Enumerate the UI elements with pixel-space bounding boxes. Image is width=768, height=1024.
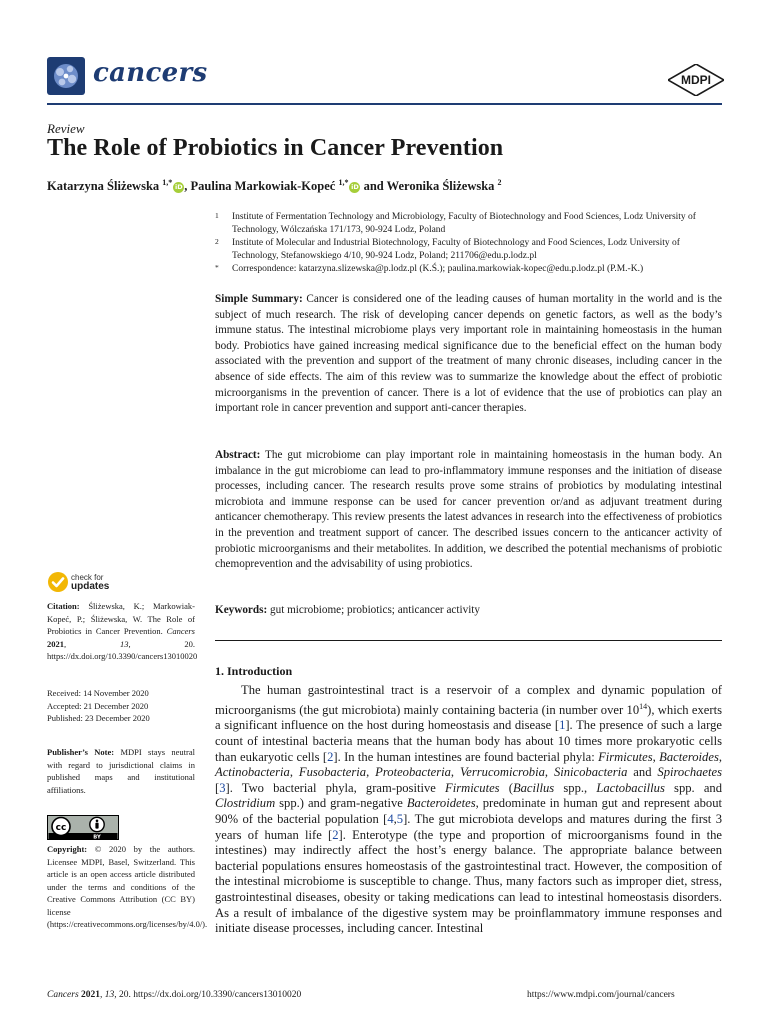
- correspondence-item: [215, 263, 725, 276]
- publisher-note-label: Publisher’s Note:: [47, 747, 115, 757]
- affiliations: [215, 211, 725, 276]
- accepted-date: Accepted: 21 December 2020: [47, 700, 149, 711]
- affiliation-mark: 1: [215, 211, 219, 220]
- reference-link[interactable]: 3: [219, 780, 226, 795]
- footer-journal-url[interactable]: https://www.mdpi.com/journal/cancers: [527, 990, 675, 1000]
- body-text: spp.) and gram-negative: [275, 796, 407, 811]
- taxon-name: Sinicobacteria: [553, 765, 628, 780]
- taxon-name: Fusobacteria: [298, 765, 367, 780]
- copyright-notice: [47, 843, 208, 931]
- citation-year: 2021: [47, 638, 64, 649]
- publisher-note-text: MDPI stays neutral with regard to jurisdictional claims in published maps and institutional affiliations.: [47, 747, 196, 795]
- introduction-paragraph: [215, 683, 722, 937]
- body-text: ,: [289, 765, 299, 780]
- citation-doi[interactable]: , 20. https://dx.doi.org/10.3390/cancers13010020: [47, 638, 198, 661]
- abstract-text: The gut microbiome can play important role in maintaining homeostasis in the human body. An imbalance in the gut microbiome can lead to pro-inflammatory immune responses and the initiation of disease processes, including cancer. The research results prove some strains of probiotics by modulating intestinal microbiota and immune response can be used for cancer prevention or/and as adjuvant treatment during anticancer chemotherapy. This review presents the latest advances in research into the effectiveness of probiotics in the prevention and treatment support of cancer. The described issues concern to the anticancer activity of probiotic microorganisms and their metabolites. In addition, we described the potential mechanisms of probiotic chemoprevention and the advisability of using probiotics.: [215, 449, 722, 571]
- simple-summary-label: Simple Summary:: [215, 293, 303, 305]
- article-type: Review: [47, 121, 85, 136]
- footer-year: 2021: [78, 990, 101, 1000]
- reference-link[interactable]: 1: [559, 718, 566, 733]
- body-text: ), which exerts a significant influence on the host during homeostasis and disease [: [215, 702, 722, 733]
- header-rule: [47, 103, 722, 105]
- copyright-label: Copyright:: [47, 844, 88, 854]
- abstract-label: Abstract:: [215, 449, 261, 461]
- publisher-note: [47, 746, 195, 796]
- taxon-name: Bacteroidetes: [406, 796, 476, 811]
- author-affiliation-marks: 2: [497, 178, 502, 187]
- superscript: 14: [639, 701, 648, 711]
- body-text: ,: [393, 811, 397, 826]
- reference-link[interactable]: 2: [332, 827, 339, 842]
- taxon-name: Proteobacteria: [375, 765, 451, 780]
- footer-doi[interactable]: , 20. https://dx.doi.org/10.3390/cancers13010020: [114, 990, 302, 1000]
- body-text: ,: [718, 749, 722, 764]
- check-updates-line1: check for: [71, 573, 104, 582]
- reference-link[interactable]: 4: [387, 811, 394, 826]
- citation-volume: , 13: [64, 638, 129, 649]
- taxon-name: Spirochaetes: [657, 765, 722, 780]
- taxon-name: Actinobacteria: [215, 765, 290, 780]
- body-text: ]. Two bacterial phyla, gram-positive: [225, 780, 445, 795]
- citation-text: Śliżewska, K.; Markowiak-Kopeć, P.; Śliżewska, W. The Role of Probiotics in Cancer Prevention.: [47, 601, 195, 636]
- reference-link[interactable]: 5: [396, 811, 404, 826]
- taxon-name: Clostridium: [215, 796, 276, 811]
- keywords: [215, 603, 722, 619]
- author-name[interactable]: Weronika Śliżewska: [386, 179, 495, 194]
- taxon-name: Firmicutes: [598, 749, 653, 764]
- body-text: and: [627, 765, 658, 780]
- check-updates-line2: updates: [71, 581, 110, 592]
- author-and: and: [360, 179, 387, 194]
- cc-by-license-icon[interactable]: [47, 815, 119, 840]
- body-text: ]. The presence of such a large count of intestinal bacteria means that the human body has about 10 times more prokaryotic cells than eukaryotic cells [: [215, 718, 722, 764]
- copyright-text: © 2020 by the authors. Licensee MDPI, Basel, Switzerland. This article is an open access article distributed under the terms and conditions of the Creative Commons Attribution (CC BY) license (https://creativecommons.org/licenses/by/4.0/).: [47, 844, 208, 929]
- body-text: [: [215, 780, 220, 795]
- published-date: Published: 23 December 2020: [47, 713, 150, 723]
- author-affiliation-marks: 1,*: [162, 178, 173, 187]
- reference-link[interactable]: 2: [327, 749, 334, 764]
- citation-block: [47, 600, 198, 663]
- author-name[interactable]: Katarzyna Śliżewska: [47, 179, 160, 194]
- body-text: ,: [450, 765, 460, 780]
- affiliation-text: Institute of Molecular and Industrial Biotechnology, Faculty of Biotechnology and Food Sciences, Lodz University of Technology, Stefanowskiego 4/10, 90-924 Lodz, Poland; 211706@edu.p.lodz.pl: [232, 238, 680, 261]
- correspondence-mark: *: [215, 263, 219, 272]
- affiliation-item: [215, 211, 725, 237]
- taxon-name: Bacteroides: [659, 749, 719, 764]
- affiliation-item: [215, 237, 725, 263]
- journal-name: cancers: [93, 58, 208, 88]
- body-text: ]. In the human intestines are found bacterial phyla:: [333, 749, 599, 764]
- article-title: The Role of Probiotics in Cancer Prevention: [47, 135, 504, 161]
- citation-label: Citation:: [47, 601, 80, 611]
- body-text: spp. and: [664, 780, 723, 795]
- journal-logo-icon: [47, 57, 85, 95]
- footer-volume: , 13: [100, 990, 115, 1000]
- abstract: [215, 448, 722, 573]
- taxon-name: Bacillus: [512, 780, 555, 795]
- footer-journal: Cancers: [47, 990, 79, 1000]
- keywords-text: gut microbiome; probiotics; anticancer activity: [267, 604, 481, 616]
- body-text: , predominate in human gut and represent about 90% of the bacterial population [: [215, 796, 722, 826]
- correspondence-text: Correspondence: katarzyna.slizewska@p.lodz.pl (K.Ś.); paulina.markowiak-kopec@edu.p.lodz.pl (P.M.-K.): [232, 264, 644, 274]
- body-text: (: [499, 780, 513, 795]
- body-text: ]. Enterotype (the type and proportion of microorganisms found in the intestines) may indirectly affect the host’s energy balance. The appropriate balance between bacterial populations ensures homeostasis of the gastrointestinal tract. However, the composition of the intestinal microbiome is susceptible to change. Thus, many factors such as improper diet, stress, gastrointestinal diseases, obesity or taking medications can lead to intestinal homeostasis disorders. As a result of imbalance of the digestive system may be proinflammatory immune responses and initiate disease processes, including cancer. Intestinal: [215, 827, 722, 936]
- keywords-label: Keywords:: [215, 604, 268, 616]
- simple-summary: [215, 292, 722, 417]
- affiliation-mark: 2: [215, 237, 219, 246]
- body-text: spp.,: [554, 780, 597, 795]
- author-name[interactable]: Paulina Markowiak-Kopeć: [190, 179, 336, 194]
- author-separator: ,: [184, 179, 191, 194]
- citation-journal: Cancers: [166, 626, 195, 636]
- body-text: The human gastrointestinal tract is a reservoir of a complex and dynamic population of microorganisms (the gut microbiota) mainly containing bacteria (in number over 10: [215, 683, 722, 717]
- orcid-icon[interactable]: iD: [351, 183, 359, 192]
- taxon-name: Firmicutes: [445, 780, 500, 795]
- affiliation-text: Institute of Fermentation Technology and Microbiology, Faculty of Biotechnology and Food Sciences, Lodz University of Technology, Wólczańska 171/173, 90-924 Lodz, Poland: [232, 212, 696, 235]
- body-text: ,: [544, 765, 554, 780]
- author-list: [47, 178, 502, 194]
- orcid-icon[interactable]: iD: [174, 183, 183, 192]
- section-divider: [215, 640, 722, 641]
- svg-text:cc: cc: [55, 823, 67, 833]
- simple-summary-text: Cancer is considered one of the leading causes of human mortality in the world and is the subject of much research. The risk of developing cancer depends on genetic factors, as well as the body’s immune status. The intestinal microbiome plays very important role in maintaining homeostasis in the human body. Probiotics have gained increasing medical significance due to the beneficial effect on the human body associated with the prevention and support of the treatment of many chronic diseases, including cancer in the absence of side effects. The aim of this review was to summarize the knowledge about the effect of probiotic microorganisms in the prevention of cancer. There is a lot of evidence that the use of probiotics can play an important role in cancer prevention and support anti-cancer therapies.: [215, 293, 722, 415]
- received-date: Received: 14 November 2020: [47, 688, 149, 698]
- body-text: ]. The gut microbiota develops and matures during the first 3 years of human life [: [215, 811, 722, 842]
- mdpi-logo-icon: [668, 64, 724, 96]
- author-affiliation-marks: 1,*: [338, 178, 349, 187]
- publication-dates: [47, 687, 195, 725]
- taxon-name: Verrucomicrobia: [459, 765, 545, 780]
- check-updates-icon: [47, 571, 69, 593]
- footer-citation: [47, 990, 301, 1000]
- check-for-updates-button[interactable]: [47, 571, 147, 595]
- body-text: ,: [652, 749, 660, 764]
- taxon-name: Lactobacillus: [596, 780, 665, 795]
- section-heading-introduction: 1. Introduction: [215, 664, 293, 678]
- svg-text:MDPI: MDPI: [681, 73, 711, 87]
- introduction-body: [215, 683, 722, 937]
- svg-text:BY: BY: [93, 834, 101, 840]
- body-text: ,: [366, 765, 376, 780]
